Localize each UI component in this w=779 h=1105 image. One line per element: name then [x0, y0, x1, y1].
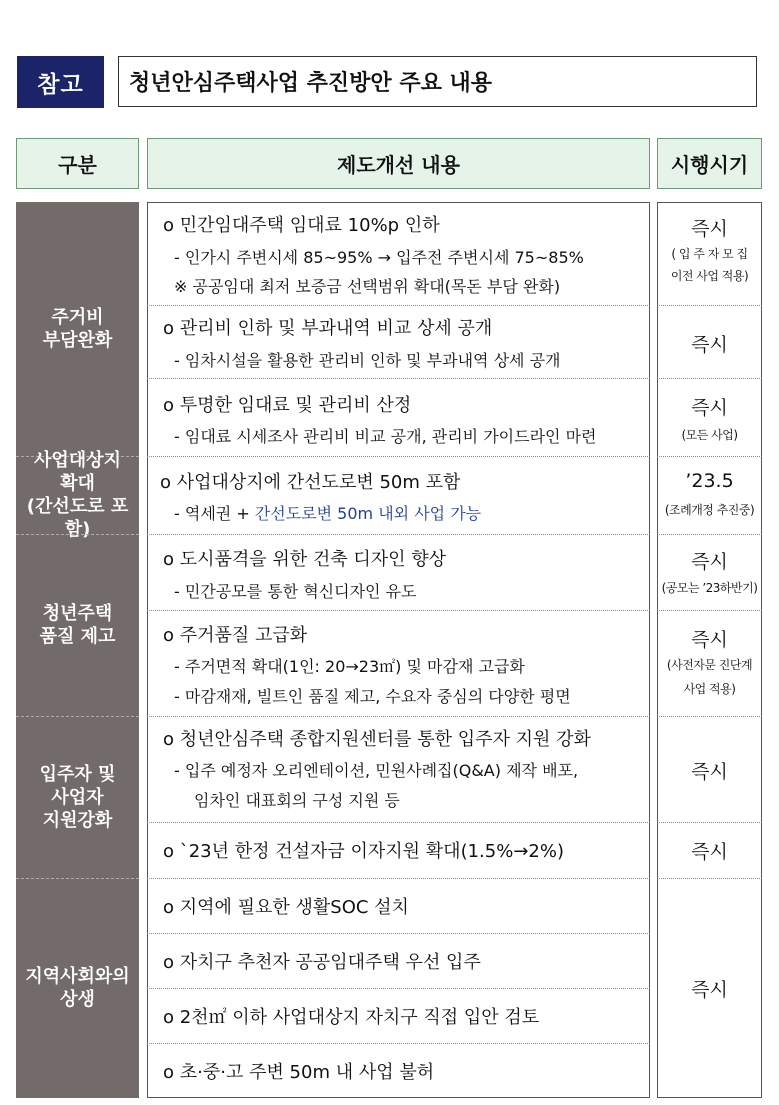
row-divider: [657, 822, 762, 823]
item-detail: 임차인 대표회의 구성 지원 등: [194, 791, 400, 810]
row-divider: [147, 610, 650, 611]
row-divider: [657, 716, 762, 717]
row-divider: [147, 1043, 650, 1044]
item-detail: - 임대료 시세조사 관리비 비교 공개, 관리비 가이드라인 마련: [174, 427, 597, 446]
timing-note: ( 입 주 자 모 집: [671, 247, 748, 261]
row-divider: [147, 933, 650, 934]
timing-value: 즉시: [691, 218, 728, 240]
item-rent-reduction: o 민간임대주택 임대료 10%p 인하: [163, 215, 440, 236]
row-divider: [147, 305, 650, 306]
item-management-fee: o 관리비 인하 및 부과내역 비교 상세 공개: [163, 318, 493, 339]
item-note: ※ 공공임대 최저 보증금 선택범위 확대(목돈 부담 완화): [174, 277, 561, 296]
row-divider: [657, 878, 762, 879]
header-content: 제도개선 내용: [147, 138, 650, 189]
category-support: 입주자 및 사업자 지원강화: [39, 763, 116, 831]
row-divider: [147, 988, 650, 989]
timing-value: 즉시: [691, 551, 728, 573]
category-site-expansion: 사업대상지 확대 (간선도로 포함): [26, 450, 129, 540]
row-divider: [657, 456, 762, 457]
timing-note: (공모는 ’23하반기): [661, 581, 758, 595]
item-transparent-rent: o 투명한 임대료 및 관리비 산정: [163, 395, 412, 416]
timing-value: 즉시: [691, 841, 728, 863]
row-divider: [657, 305, 762, 306]
item-school-zone: o 초·중·고 주변 50m 내 사업 불허: [163, 1062, 435, 1083]
reference-tag: 참고: [17, 56, 104, 108]
item-detail: - 역세권 + 간선도로변 50m 내외 사업 가능: [174, 504, 482, 523]
timing-note: (모든 사업): [681, 428, 738, 442]
timing-note: (사전자문 진단계: [666, 658, 753, 672]
row-divider: [147, 822, 650, 823]
row-divider: [147, 378, 650, 379]
row-divider: [147, 716, 650, 717]
item-detail: - 임차시설을 활용한 관리비 인하 및 부과내역 상세 공개: [174, 351, 561, 370]
item-detail: - 민간공모를 통한 혁신디자인 유도: [174, 582, 417, 601]
item-interest-support: o `23년 한정 건설자금 이자지원 확대(1.5%→2%): [163, 841, 564, 862]
row-divider: [147, 534, 650, 535]
page-title: 청년안심주택사업 추진방안 주요 내용: [118, 56, 757, 107]
timing-note: (조례개정 추진중): [664, 503, 755, 517]
timing-value: 즉시: [691, 334, 728, 356]
row-divider: [657, 534, 762, 535]
timing-note: 이전 사업 적용): [670, 269, 749, 283]
item-support-center: o 청년안심주택 종합지원센터를 통한 입주자 지원 강화: [163, 729, 591, 750]
row-divider: [147, 456, 650, 457]
header-category: 구분: [16, 138, 139, 189]
item-priority-move-in: o 자치구 추천자 공공임대주택 우선 입주: [163, 952, 481, 973]
row-divider: [657, 610, 762, 611]
item-site-expansion: o 사업대상지에 간선도로변 50m 포함: [160, 472, 461, 493]
item-design: o 도시품격을 위한 건축 디자인 향상: [163, 549, 447, 570]
row-divider: [147, 878, 650, 879]
timing-value: 즉시: [691, 397, 728, 419]
item-soc: o 지역에 필요한 생활SOC 설치: [163, 897, 409, 918]
item-detail: - 입주 예정자 오리엔테이션, 민원사례집(Q&A) 제작 배포,: [174, 761, 579, 780]
item-detail: - 인가시 주변시세 85~95% → 입주전 주변시세 75~85%: [174, 248, 584, 267]
category-community: 지역사회와의 상생: [25, 966, 130, 1010]
category-housing-cost: 주거비 부담완화: [42, 307, 113, 351]
row-divider: [657, 378, 762, 379]
timing-note: 사업 적용): [683, 682, 736, 696]
item-direct-review: o 2천㎡ 이하 사업대상지 자치구 직접 입안 검토: [163, 1007, 540, 1028]
timing-value: ’23.5: [685, 470, 734, 492]
timing-value: 즉시: [691, 629, 728, 651]
item-housing-quality: o 주거품질 고급화: [163, 625, 308, 646]
timing-value: 즉시: [691, 979, 728, 1001]
category-quality: 청년주택 품질 제고: [39, 603, 116, 647]
header-timing: 시행시기: [657, 138, 762, 189]
timing-value: 즉시: [691, 761, 728, 783]
item-detail: - 마감재재, 빌트인 품질 제고, 수요자 중심의 다양한 평면: [174, 687, 571, 706]
item-detail: - 주거면적 확대(1인: 20→23㎡) 및 마감재 고급화: [174, 657, 525, 676]
